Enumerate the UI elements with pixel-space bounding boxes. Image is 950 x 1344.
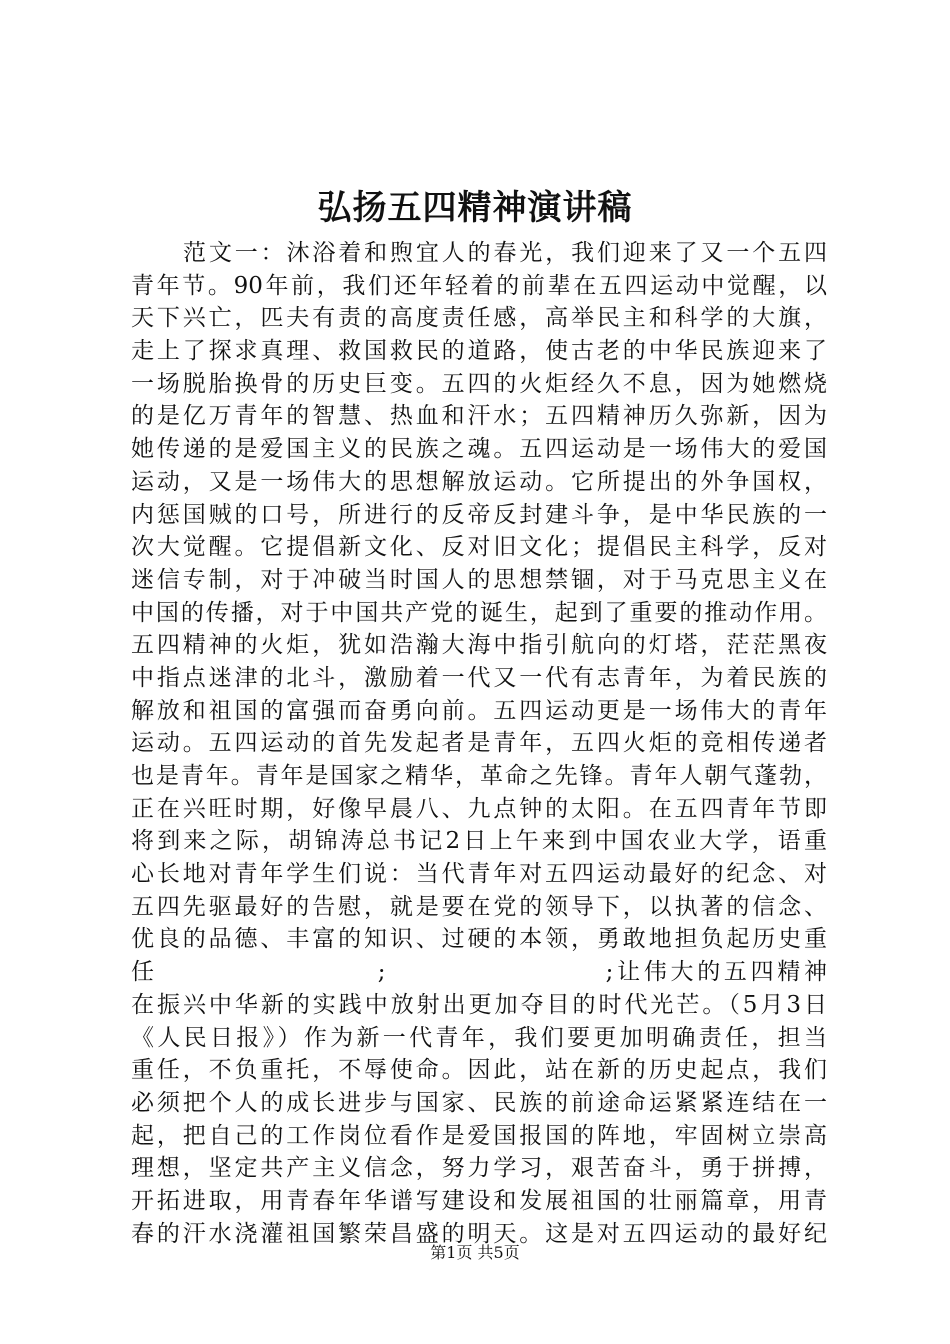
document-title: 弘扬五四精神演讲稿 bbox=[317, 188, 633, 228]
body-line: 一场脱胎换骨的历史巨变。五四的火炬经久不息，因为她燃烧 bbox=[131, 370, 827, 397]
body-line: 重任，不负重托，不辱使命。因此，站在新的历史起点，我们 bbox=[131, 1057, 827, 1084]
body-line: 正在兴旺时期，好像早晨八、九点钟的太阳。在五四青年节即 bbox=[131, 795, 827, 822]
body-line: 任 ; ;让伟大的五四精神 bbox=[131, 959, 827, 986]
body-line: 的是亿万青年的智慧、热血和汗水；五四精神历久弥新，因为 bbox=[131, 403, 827, 430]
body-line: 青年节。90年前，我们还年轻着的前辈在五四运动中觉醒，以 bbox=[131, 272, 827, 299]
body-line: 走上了探求真理、救国救民的道路，使古老的中华民族迎来了 bbox=[131, 338, 827, 365]
body-line: 在振兴中华新的实践中放射出更加夺目的时代光芒。（5月3日 bbox=[131, 991, 827, 1018]
body-line: 运动，又是一场伟大的思想解放运动。它所提出的外争国权， bbox=[131, 468, 827, 495]
body-line: 运动。五四运动的首先发起者是青年，五四火炬的竞相传递者 bbox=[131, 730, 827, 757]
body-line: 天下兴亡，匹夫有责的高度责任感，高举民主和科学的大旗， bbox=[131, 305, 827, 332]
body-line: 将到来之际，胡锦涛总书记2日上午来到中国农业大学，语重 bbox=[131, 828, 827, 855]
body-line: 《人民日报》）作为新一代青年，我们要更加明确责任，担当 bbox=[131, 1024, 827, 1051]
body-line: 优良的品德、丰富的知识、过硬的本领，勇敢地担负起历史重 bbox=[131, 926, 827, 953]
body-line: 次大觉醒。它提倡新文化、反对旧文化；提倡民主科学，反对 bbox=[131, 534, 827, 561]
body-line: 范文一：沐浴着和煦宜人的春光，我们迎来了又一个五四 bbox=[183, 240, 827, 266]
body-line: 五四先驱最好的告慰，就是要在党的领导下，以执著的信念、 bbox=[131, 893, 827, 920]
page-number-footer: 第1页 共5页 bbox=[430, 1243, 520, 1262]
body-line: 春的汗水浇灌祖国繁荣昌盛的明天。这是对五四运动的最好纪 bbox=[131, 1220, 827, 1247]
body-line: 起，把自己的工作岗位看作是爱国报国的阵地，牢固树立崇高 bbox=[131, 1122, 827, 1149]
body-line: 内惩国贼的口号，所进行的反帝反封建斗争，是中华民族的一 bbox=[131, 501, 827, 528]
body-line: 解放和祖国的富强而奋勇向前。五四运动更是一场伟大的青年 bbox=[131, 697, 827, 724]
body-line: 心长地对青年学生们说：当代青年对五四运动最好的纪念、对 bbox=[131, 861, 827, 888]
body-line: 理想，坚定共产主义信念，努力学习，艰苦奋斗，勇于拼搏， bbox=[131, 1155, 827, 1182]
document-body bbox=[131, 237, 827, 1250]
body-line: 迷信专制，对于冲破当时国人的思想禁锢，对于马克思主义在 bbox=[131, 566, 827, 593]
body-line: 她传递的是爱国主义的民族之魂。五四运动是一场伟大的爱国 bbox=[131, 436, 827, 463]
body-line: 中指点迷津的北斗，激励着一代又一代有志青年，为着民族的 bbox=[131, 664, 827, 691]
body-line: 中国的传播，对于中国共产党的诞生，起到了重要的推动作用。 bbox=[131, 599, 827, 626]
body-line: 也是青年。青年是国家之精华，革命之先锋。青年人朝气蓬勃， bbox=[131, 763, 827, 789]
body-line: 开拓进取，用青春年华谱写建设和发展祖国的壮丽篇章，用青 bbox=[131, 1187, 827, 1214]
body-line: 必须把个人的成长进步与国家、民族的前途命运紧紧连结在一 bbox=[131, 1089, 827, 1116]
body-line: 五四精神的火炬，犹如浩瀚大海中指引航向的灯塔，茫茫黑夜 bbox=[131, 632, 827, 659]
